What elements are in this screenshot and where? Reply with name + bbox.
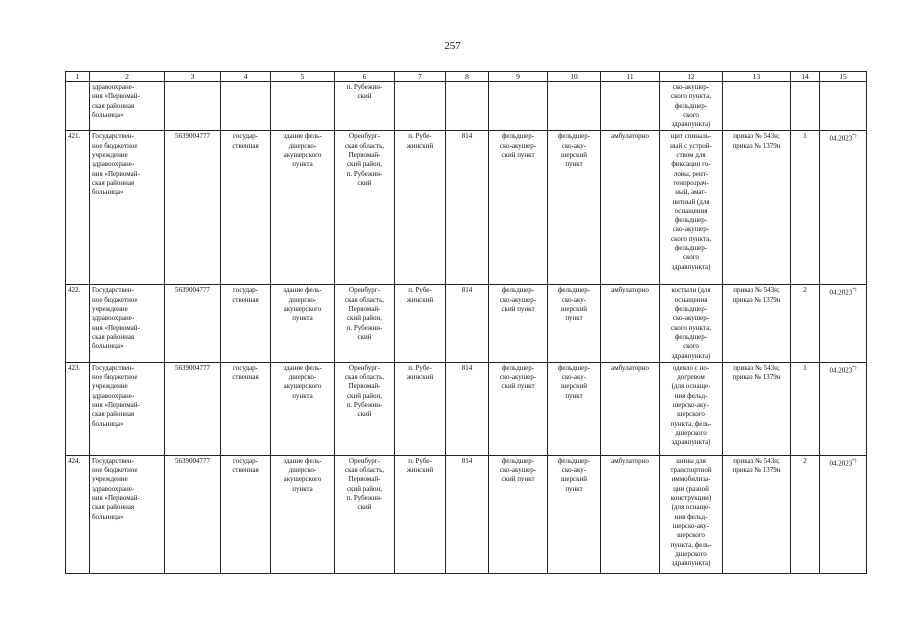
header-col-15: 15 [820,72,867,82]
organization-name: Государствен- ное бюджетное учреждение здравоохране- ния «Первомай- ская районная больница» [90,362,165,455]
page-number: 257 [444,40,461,52]
quantity: 1 [791,362,820,455]
header-col-4: 4 [221,72,271,82]
date: 04.2023*) [820,362,867,455]
organization-name: Государствен- ное бюджетное учреждение здравоохране- ния «Первомай- ская районная больница» [90,455,165,573]
header-col-3: 3 [165,72,221,82]
equipment-register-table [65,71,867,574]
ownership-form: государ- ственная [221,131,271,285]
header-col-8: 8 [446,72,489,82]
code: 814 [446,285,489,362]
inn-code: 5639004777 [165,131,221,285]
row-number: 422. [66,285,90,362]
ownership-form: государ- ственная [221,285,271,362]
building-type: здание фель- дшерско- акушерского пункта [271,131,335,285]
equipment: щит спиналь- ный с устрой- ством для фиксации го- ловы, рент- генпрозрач- ный, амаг- нитный (для оснащения фельдшер- ско-акушер- ского пункта, фельдшер- ского здравпункта) [660,131,723,285]
quantity: 2 [791,455,820,573]
unit-name: фельдшер- ско-аку- шерский пункт [548,362,601,455]
footnote-mark: *) [852,365,857,371]
cont-org: здравоохране- ния «Первомай- ская районная больница» [90,82,165,131]
address: Оренбург- ская область, Первомай- ский район, п. Рубежин- ский [335,455,395,573]
header-col-2: 2 [90,72,165,82]
unit-name: фельдшер- ско-аку- шерский пункт [548,285,601,362]
order-reference: приказ № 543н; приказ № 1379н [723,362,791,455]
unit-name: фельдшер- ско-аку- шерский пункт [548,455,601,573]
quantity: 1 [791,131,820,285]
organization-name: Государствен- ное бюджетное учреждение здравоохране- ния «Первомай- ская районная больница» [90,131,165,285]
table-row [66,455,867,573]
equipment: костыли (для оснащения фельдшер- ско-акушер- ского пункта, фельдшер- ского здравпункта) [660,285,723,362]
equipment: одеяло с по- догревом (для оснаще- ния фельд- шерско-аку- шерского пункта, фель- дшерского здравпункта) [660,362,723,455]
settlement: п. Рубе- жинский [395,455,446,573]
header-col-13: 13 [723,72,791,82]
organization-name: Государствен- ное бюджетное учреждение здравоохране- ния «Первомай- ская районная больница» [90,285,165,362]
ownership-form: государ- ственная [221,362,271,455]
unit-type: фельдшер- ско-акушер- ский пункт [489,285,548,362]
continuation-row [66,82,867,131]
header-col-12: 12 [660,72,723,82]
header-row [66,72,867,82]
order-reference: приказ № 543н; приказ № 1379н [723,285,791,362]
unit-type: фельдшер- ско-акушер- ский пункт [489,362,548,455]
table-row [66,362,867,455]
header-col-6: 6 [335,72,395,82]
settlement: п. Рубе- жинский [395,285,446,362]
unit-type: фельдшер- ско-акушер- ский пункт [489,131,548,285]
settlement: п. Рубе- жинский [395,362,446,455]
care-type: амбулаторно [601,285,660,362]
footnote-mark: *) [852,288,857,294]
inn-code: 5639004777 [165,285,221,362]
building-type: здание фель- дшерско- акушерского пункта [271,362,335,455]
cont-equipment: ско-акушер- ского пункта, фельдшер- ского здравпункта) [660,82,723,131]
header-col-9: 9 [489,72,548,82]
code: 814 [446,131,489,285]
header-col-10: 10 [548,72,601,82]
header-col-14: 14 [791,72,820,82]
code: 814 [446,455,489,573]
row-number: 423. [66,362,90,455]
date: 04.2023*) [820,131,867,285]
row-number: 421. [66,131,90,285]
row-number: 424. [66,455,90,573]
address: Оренбург- ская область, Первомай- ский район, п. Рубежин- ский [335,362,395,455]
ownership-form: государ- ственная [221,455,271,573]
inn-code: 5639004777 [165,362,221,455]
unit-type: фельдшер- ско-акушер- ский пункт [489,455,548,573]
footnote-mark: *) [852,134,857,140]
header-col-5: 5 [271,72,335,82]
footnote-mark: *) [852,458,857,464]
inn-code: 5639004777 [165,455,221,573]
equipment: шины для транспортной иммобилиза- ции (разной конструкции) (для оснаще- ния фельд- шерско-аку- шерского пункта, фель- дшерского здравпункта) [660,455,723,573]
table-row [66,285,867,362]
quantity: 2 [791,285,820,362]
header-col-7: 7 [395,72,446,82]
building-type: здание фель- дшерско- акушерского пункта [271,455,335,573]
date: 04.2023*) [820,285,867,362]
unit-name: фельдшер- ско-аку- шерский пункт [548,131,601,285]
care-type: амбулаторно [601,131,660,285]
building-type: здание фель- дшерско- акушерского пункта [271,285,335,362]
date: 04.2023*) [820,455,867,573]
address: Оренбург- ская область, Первомай- ский район, п. Рубежин- ский [335,285,395,362]
order-reference: приказ № 543н; приказ № 1379н [723,455,791,573]
cont-address: п. Рубежин- ский [335,82,395,131]
header-col-1: 1 [66,72,90,82]
order-reference: приказ № 543н; приказ № 1379н [723,131,791,285]
care-type: амбулаторно [601,455,660,573]
care-type: амбулаторно [601,362,660,455]
code: 814 [446,362,489,455]
address: Оренбург- ская область, Первомай- ский район, п. Рубежин- ский [335,131,395,285]
table-row [66,131,867,285]
settlement: п. Рубе- жинский [395,131,446,285]
header-col-11: 11 [601,72,660,82]
